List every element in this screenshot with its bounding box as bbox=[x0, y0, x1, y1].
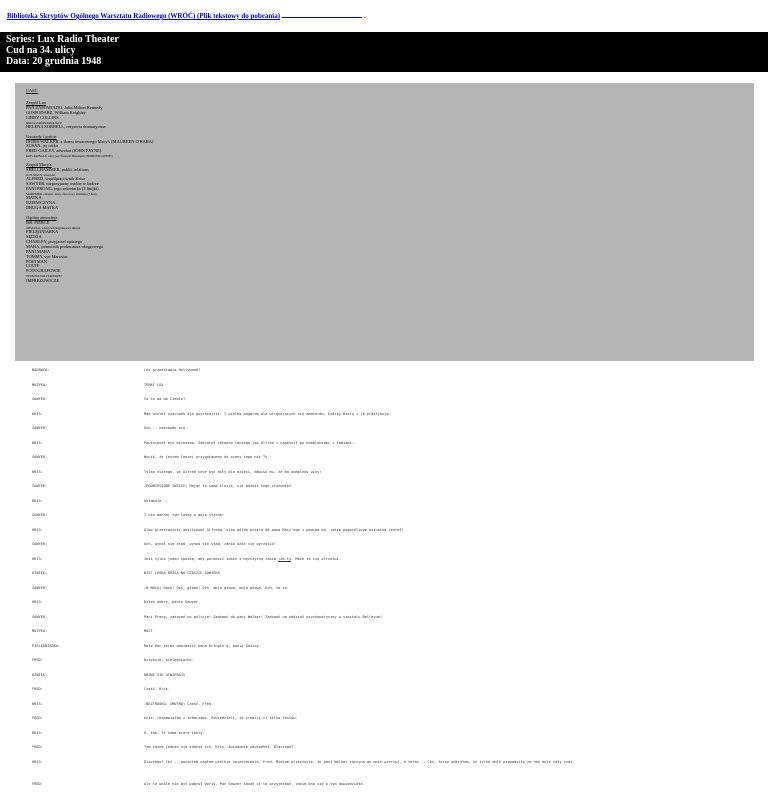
dialogue-text: Może Pan teraz odwiedzić pana Kringle'a, panie Gailey. bbox=[144, 643, 261, 648]
speaker-label: SAWYER: bbox=[32, 455, 48, 459]
dialogue-text: Dlaczego? Cóż -- poczułem nagłem wielkie zniechęcenie, Fred. Miałem przeczucie, że pani Walker zaczyna we mnie wierzyć, a teraz -- Cóż, teraz odkryłem, że tylko mnie prowadziła za nos mnie cały czas. bbox=[144, 759, 575, 764]
script-line bbox=[0, 513, 768, 528]
cast-member: PAN ZAPOWIADO, John Milton Kennedy bbox=[26, 104, 103, 110]
speaker-label: NADAWCA: bbox=[32, 368, 50, 372]
speaker-label: MUZYKA: bbox=[32, 629, 48, 633]
dialogue-text: (PODNIESIONE ŚWIECE) Mając tę samą iluzję, nie możesz tego zrozumieć. bbox=[144, 484, 294, 488]
script-line bbox=[0, 658, 768, 673]
cast-member: MARA, pomocnik prokuratora okręgowego bbox=[26, 243, 104, 249]
cast-group-heading: Gwiazdy i goście bbox=[26, 133, 57, 139]
script-line bbox=[0, 600, 768, 615]
cast-member: MORTIMER, chłopiec, który chce nowy strażnika (7 linii) bbox=[26, 192, 97, 197]
cast-member: SĘDZIA bbox=[26, 234, 42, 240]
cast-member: PANI MARA bbox=[26, 248, 51, 254]
dialogue-text: Och, wynoś się stąd, wynoś się stąd, zanim każe cię wyrzucić! bbox=[144, 542, 276, 546]
cast-member: SUSAN, jej córka bbox=[26, 143, 58, 149]
cast-group-heading: Zespół Macy's bbox=[26, 162, 52, 168]
cast-member: DZIEWCZYNA bbox=[26, 200, 56, 206]
script-line bbox=[0, 687, 768, 702]
script-line bbox=[0, 499, 768, 514]
cast-member: MATKA bbox=[26, 195, 42, 201]
dialogue-text: Dzień dobry, panie Sawyer. bbox=[144, 600, 201, 604]
dialogue-text: Ale to wcale nie był pomysł Doris. Pan Sawyer kazał ci to przyjechać, zanim ona się o tym dowiedziała. bbox=[144, 781, 365, 786]
script-line bbox=[0, 368, 768, 383]
series-title: Series: Lux Radio Theater bbox=[6, 34, 119, 45]
dialogue-text: Lux przedstawia Hollywood! bbox=[144, 368, 201, 372]
script-line bbox=[0, 470, 768, 485]
script-line bbox=[0, 615, 768, 630]
script-line bbox=[0, 383, 768, 398]
speaker-label: KRIS: bbox=[32, 498, 43, 503]
page-header bbox=[0, 32, 768, 72]
speaker-label: SAWYER: bbox=[32, 585, 48, 590]
dialogue-text: DRZWI SIĘ OTWIERAJĄ bbox=[144, 672, 186, 677]
script-line bbox=[0, 782, 768, 797]
dialogue-text: Pani Prong, zadzwoń po policję! Zadzwoń do pani Walker! Zadzwoń na oddział psychopatyczny w szpitalu Bellevue! bbox=[144, 614, 382, 619]
top-link-bar bbox=[7, 12, 366, 20]
speaker-label: SAWYER: bbox=[32, 614, 48, 619]
cast-member: R. H. MACY, właściciel bbox=[26, 173, 56, 178]
cast-member: LOUIE bbox=[26, 263, 40, 269]
script-line bbox=[0, 673, 768, 688]
dialogue-text: Co to ma do Ciebie? bbox=[144, 397, 186, 401]
dialogue-text: (BEZTROSKO, SMUTNO) Cześć, Fred. bbox=[144, 701, 214, 706]
cast-member: POSTMAN bbox=[26, 258, 47, 264]
speaker-label: FRED: bbox=[32, 745, 43, 749]
speaker-label: KRIS: bbox=[32, 556, 43, 561]
cast-member: PANI PRONG, jego sekretarka (3 linijki) bbox=[26, 186, 99, 192]
speaker-label: SAWYER: bbox=[32, 397, 48, 401]
dialogue-text: Powinieneś być biznesem. Zabrałeś chłopca takiego jak Alfred i napełnił go kompleksami i fobiami-- bbox=[144, 440, 357, 445]
script-line bbox=[0, 441, 768, 456]
script-line bbox=[0, 412, 768, 427]
speaker-label: KRIS: bbox=[32, 600, 43, 604]
cast-member: KRIS KRINGLE, który jest Świętym Mikołajem (EDMUND GWENN) bbox=[26, 154, 113, 159]
script-line bbox=[0, 571, 768, 586]
cast-group-heading: Zespół Lux bbox=[26, 99, 47, 105]
speaker-label: FRED: bbox=[32, 658, 43, 662]
dialogue-text: BZZ! LASKA KRISA NA CZASZCE SAWYERA bbox=[144, 571, 220, 575]
script-library-link[interactable]: Biblioteka Skryptów Ogólnego Warsztatu Radiowego (WRÓĆ) (Plik tekstowy do pobrania) bbox=[7, 12, 281, 20]
cast-member: DORIS WALKER, z domu towarowego Macy's (MAUREEN O'HARA) bbox=[26, 138, 154, 144]
speaker-label: DŹWIĘK: bbox=[32, 571, 48, 575]
speaker-label: KRIS: bbox=[32, 527, 43, 532]
cast-member: ALFRED, współpracownik Krisa bbox=[26, 176, 85, 182]
script-line bbox=[0, 528, 768, 543]
dialogue-text: (W BÓLU) Ooch! Och, głowa! Och, moja głowa, moja głowa. Och, to to. bbox=[144, 585, 289, 590]
cast-member: CHARLEY, przyjaciel sędziego bbox=[26, 238, 83, 244]
script-line bbox=[0, 397, 768, 412]
dialogue-text: Okłamuje -- bbox=[144, 498, 168, 503]
cast-member: HELENA SORRELL, reżyseria dramatyczna bbox=[26, 123, 106, 129]
speaker-label: DŹWIĘK: bbox=[32, 672, 48, 677]
dialogue-text: TEMAT LUX bbox=[144, 382, 164, 387]
speaker-label: KRIS: bbox=[32, 759, 43, 764]
script-line bbox=[0, 586, 768, 601]
script-line bbox=[0, 716, 768, 731]
dialogue-text: MOST bbox=[144, 629, 153, 633]
script-line bbox=[0, 760, 768, 782]
script-body bbox=[0, 368, 768, 796]
speaker-label: PIELĘGNIARKA: bbox=[32, 643, 61, 648]
cast-group-heading: Ogólna atmosfera bbox=[26, 215, 58, 221]
speaker-label: SAWYER: bbox=[32, 513, 48, 517]
script-line bbox=[0, 629, 768, 644]
script-line bbox=[0, 557, 768, 572]
cast-member: PIELĘGNIARKA bbox=[26, 229, 59, 235]
speaker-label: MUZYKA: bbox=[32, 382, 48, 387]
speaker-label: SAWYER: bbox=[32, 542, 48, 546]
dialogue-text: Albo przestaniesz analizować Alfreda, albo pójdę prosto do pana Macy'ego i powiem mu, jakim pogardliwym oszustem jesteś! bbox=[144, 527, 404, 532]
cast-member: LIBBY COLLINS bbox=[26, 114, 59, 120]
cast-member: FRED GAILEY, adwokat (JOHN PAYNE) bbox=[26, 148, 102, 154]
dialogue-text: O, tak. Te same stare testy. bbox=[144, 730, 205, 735]
speaker-label: KRIS: bbox=[32, 440, 43, 445]
cast-label: CAST: bbox=[26, 88, 39, 93]
speaker-label: KRIS: bbox=[32, 701, 43, 706]
speaker-label: KRIS: bbox=[32, 469, 43, 474]
dialogue-text: I nie machaj tym laską w moją stronę! bbox=[144, 513, 225, 517]
script-line bbox=[0, 745, 768, 760]
broadcast-date: Data: 20 grudnia 1948 bbox=[6, 56, 102, 67]
cast-member: TŁUM NA SALI SĄDOWEJ bbox=[26, 274, 62, 279]
dialogue-text: Jest tylko jeden sposób, aby poradzić sobie z mężczyzną takim jak ty. Może to cię otrzeźwi. bbox=[144, 556, 341, 561]
link-underline bbox=[282, 17, 362, 18]
speaker-label: KRIS: bbox=[32, 411, 43, 416]
cast-member: IMPREZOWICZE bbox=[26, 277, 60, 283]
dialogue-text: Mam wielki szacunek dla psychiatrii. I wielką pogardę dla wtrącających się amatorów, którzy biorą i ją praktykują. bbox=[144, 411, 391, 416]
script-line bbox=[0, 644, 768, 659]
dialogue-text: Wyniś, że jestem lepiej przygotowany do oceny tego niż Ty. bbox=[144, 455, 270, 459]
cast-member: DR. PIERCE bbox=[26, 220, 50, 226]
link-dot: . bbox=[363, 12, 366, 20]
cast-member: GOSPODARZ, William Keighley bbox=[26, 109, 86, 115]
dialogue-text: Och -- naprawdę się. bbox=[144, 426, 188, 430]
episode-title: Cud na 34. ulicy bbox=[6, 45, 76, 56]
cast-box bbox=[15, 83, 754, 361]
cast-member: OBSŁUGA, właściciel budynku przy sklepie bbox=[26, 225, 81, 230]
script-line bbox=[0, 702, 768, 717]
dialogue-text: Tym razem jednak nie zdałeś ich. Kris, świadomie zawiodłeś. Dlaczego? bbox=[144, 745, 294, 749]
script-line bbox=[0, 731, 768, 746]
speaker-label: SAWYER: bbox=[32, 426, 48, 430]
underlined-text: jak ty bbox=[278, 556, 292, 561]
cast-member: SHELLHAMMER, public relations bbox=[26, 167, 89, 173]
speaker-label: FRED: bbox=[32, 716, 43, 720]
speaker-label: FRED: bbox=[32, 687, 43, 691]
cast-member: DRUGA MATKA bbox=[26, 205, 59, 211]
dialogue-text: Dziękuję, pielęgniarko. bbox=[144, 658, 194, 662]
dialogue-text: Kris, rozmawiałem z lekarzami. Powiedzieli, że zrobili ci kilka testów. bbox=[144, 716, 298, 720]
speaker-label: KRIS: bbox=[32, 730, 43, 735]
cast-list bbox=[26, 89, 153, 283]
speaker-label: SAWYER: bbox=[32, 484, 48, 488]
script-line bbox=[0, 542, 768, 557]
cast-member: SAWYER, nieprzyjazny osobie w kadrze bbox=[26, 181, 99, 187]
script-line bbox=[0, 455, 768, 470]
script-line bbox=[0, 484, 768, 499]
cast-member: DRUGI ZAPOWIADAJĄCY bbox=[26, 120, 62, 125]
cast-member: TOMMY, syn Marasów bbox=[26, 253, 68, 259]
dialogue-text: Tylko dlatego, że Alfred chce być miły dla dzieci, mówisz mu, że ma kompleks winy! bbox=[144, 469, 322, 474]
dialogue-text: Cześć, Kris. bbox=[144, 687, 170, 691]
speaker-label: FRED: bbox=[32, 781, 43, 786]
script-line bbox=[0, 426, 768, 441]
cast-member: FOTOGRAFOWIE bbox=[26, 268, 61, 274]
